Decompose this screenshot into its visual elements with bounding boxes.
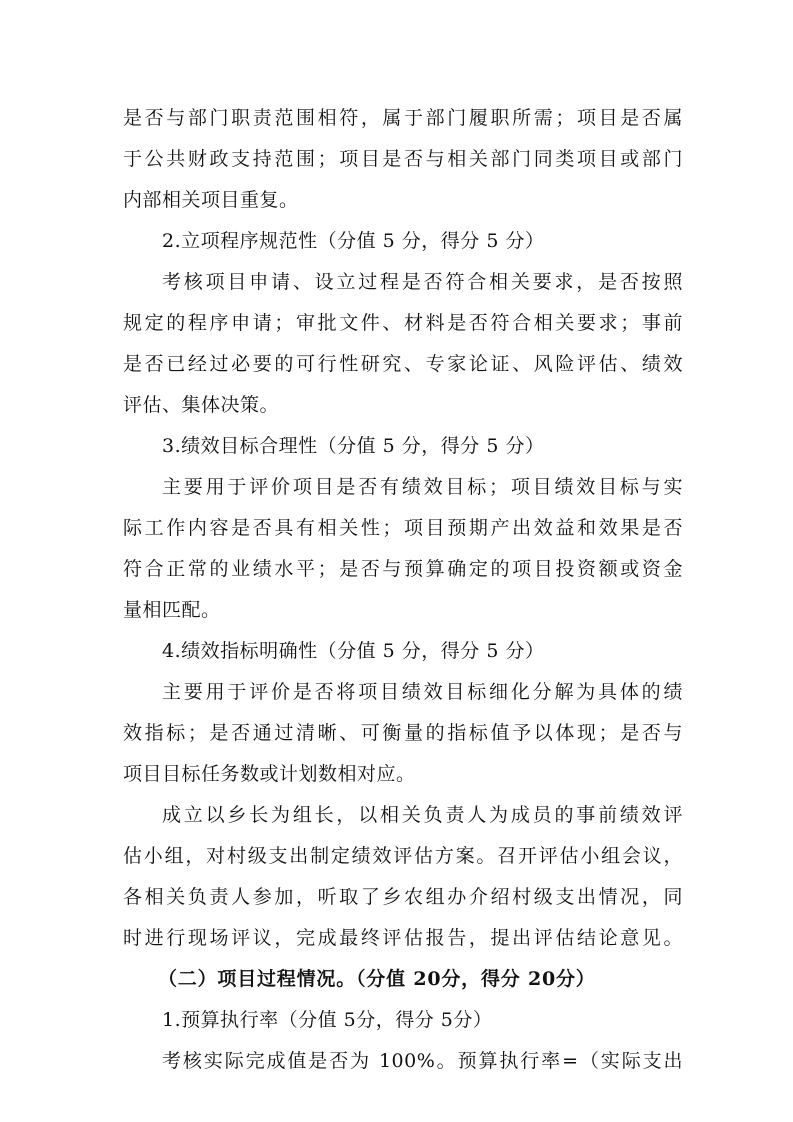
section-heading: 4.绩效指标明确性（分值 5 分，得分 5 分）	[162, 640, 545, 662]
paragraph-line: 主要用于评价项目是否有绩效目标；项目绩效目标与实	[162, 476, 683, 498]
paragraph-line: 估小组，对村级支出制定绩效评估方案。召开评估小组会议，	[123, 845, 683, 867]
paragraph-line: 符合正常的业绩水平；是否与预算确定的项目投资额或资金	[123, 558, 683, 580]
section-heading: 2.立项程序规范性（分值 5 分，得分 5 分）	[162, 230, 545, 252]
section-heading: 1.预算执行率（分值 5分，得分 5分）	[162, 1009, 493, 1031]
paragraph-line: 规定的程序申请；审批文件、材料是否符合相关要求；事前	[123, 312, 683, 334]
paragraph-line: 各相关负责人参加，听取了乡农组办介绍村级支出情况，同	[123, 886, 683, 908]
paragraph-line: 项目目标任务数或计划数相对应。	[123, 763, 416, 785]
paragraph-line: 际工作内容是否具有相关性；项目预期产出效益和效果是否	[123, 517, 683, 539]
paragraph-line: 是否已经过必要的可行性研究、专家论证、风险评估、绩效	[123, 353, 683, 375]
paragraph-line: 于公共财政支持范围；项目是否与相关部门同类项目或部门	[123, 148, 683, 170]
paragraph-line: 考核实际完成值是否为 100%。预算执行率=（实际支出	[162, 1050, 683, 1072]
paragraph-line: 考核项目申请、设立过程是否符合相关要求，是否按照	[162, 271, 683, 293]
section-heading: 3.绩效目标合理性（分值 5 分，得分 5 分）	[162, 435, 545, 457]
paragraph-line: 评估、集体决策。	[123, 394, 280, 416]
paragraph-line: 内部相关项目重复。	[123, 189, 299, 211]
subsection-heading: （二）项目过程情况。（分值 20分，得分 20分）	[158, 968, 596, 990]
paragraph-line: 效指标；是否通过清晰、可衡量的指标值予以体现；是否与	[123, 722, 683, 744]
paragraph-line: 时进行现场评议，完成最终评估报告，提出评估结论意见。	[123, 927, 683, 949]
paragraph-line: 量相匹配。	[123, 599, 221, 621]
paragraph-line: 是否与部门职责范围相符，属于部门履职所需；项目是否属	[123, 107, 683, 129]
paragraph-line: 成立以乡长为组长，以相关负责人为成员的事前绩效评	[162, 804, 683, 826]
paragraph-line: 主要用于评价是否将项目绩效目标细化分解为具体的绩	[162, 681, 683, 703]
